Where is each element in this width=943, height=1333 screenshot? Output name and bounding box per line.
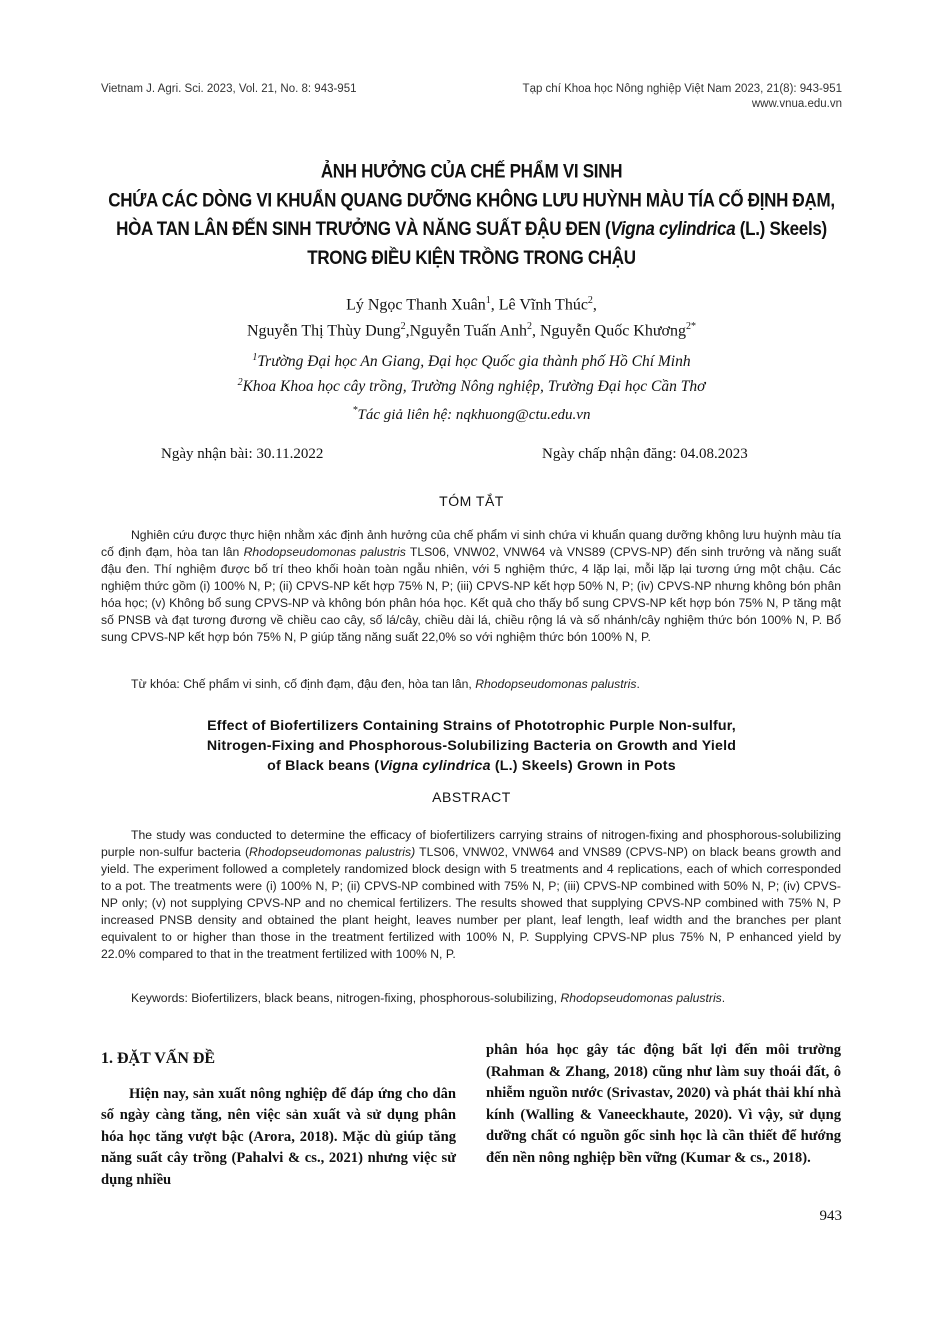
author: Nguyễn Thị Thùy Dung [247,322,401,340]
vn-abstract-body: Nghiên cứu được thực hiện nhằm xác định ảnh hưởng của chế phẩm vi sinh chứa vi khuẩn quang dưỡng không lưu huỳnh màu tía cố định đạm, hòa tan lân Rhodopseudomonas palustris TLS06, VNW02, VNW64 và VNS89 (CPVS-NP) đến sinh trưởng và năng suất đậu đen. Thí nghiệm được bố trí theo khối hoàn toàn ngẫu nhiên, với 5 nghiệm thức, 4 lặp lại, mỗi lặp lại tương ứng một chậu. Các nghiệm thức gồm (i) 100% N, P; (ii) CPVS-NP kết hợp 75% N, P; (iii) CPVS-NP kết hợp 50% N, P; (iv) CPVS-NP nhưng không bón phân hóa học; (v) Không bổ sung CPVS-NP và không bón phân hóa học. Kết quả cho thấy bổ sung CPVS-NP kết hợp bón 75% N, P tăng mật số PNSB và đạt tương đương về chiều cao cây, số lá/cây, chiều dài lá, chiều rộng lá và số nhánh/cây nghiệm thức bón 100% N, P. Bổ sung CPVS-NP kết hợp bón 75% N, P giúp tăng năng suất 22,0% so với nghiệm thức bón 100% N, P. [101,528,841,644]
en-abstract-body: The study was conducted to determine the efficacy of biofertilizers carrying strains of nitrogen-fixing and phosphorous-solubilizing purple non-sulfur bacteria (Rhodopseudomonas palustris) TLS06, VNW02, VNW64 and VNS89 (CPVS-NP) on black beans growth and yield. The experiment followed a completely randomized block design with 5 treatments and 4 replications, each of which corresponded to a pot. The treatments were (i) 100% N, P; (ii) CPVS-NP combined with 75% N, P; (iii) CPVS-NP combined with 50% N, P; (iv) CPVS-NP only; (v) not supplying CPVS-NP and no chemical fertilizers. The results showed that supplying CPVS-NP combined with 75% N, P increased PNSB density and obtained the plant height, leaves number per plant, leaf length, leaf width and the branches per plant equivalent to or higher than those in the treatment fertilized with 100% N, P. Supplying CPVS-NP plus 75% N, P enhanced yield by 22.0% compared to that in the treatment fertilized with 100% N, P. [101,828,841,961]
title-line: of Black beans (Vigna cylindrica (L.) Skeels) Grown in Pots [267,758,676,774]
intro-paragraph: Hiện nay, sản xuất nông nghiệp để đáp ứng cho dân số ngày càng tăng, nên việc sản xuất và sử dụng phân hóa học tăng vượt bậc (Arora, 2018). Mặc dù giúp tăng năng suất cây trồng (Pahalvi & cs., 2021) nhưng việc sử dụng nhiều [101,1085,456,1188]
title-line: HÒA TAN LÂN ĐẾN SINH TRƯỞNG VÀ NĂNG SUẤT ĐẬU ĐEN (Vigna cylindrica (L.) Skeels) [116,217,827,240]
received-date: Ngày nhận bài: 30.11.2022 [161,446,324,462]
vn-keywords: Từ khóa: Chế phẩm vi sinh, cố định đạm, đậu đen, hòa tan lân, Rhodopseudomonas palustris. [131,677,640,691]
species-name: Rhodopseudomonas palustris) [249,845,416,859]
species-name: Rhodopseudomonas palustris [243,545,406,559]
en-abstract-heading: ABSTRACT [432,789,511,805]
title-line: Nitrogen-Fixing and Phosphorous-Solubilizing Bacteria on Growth and Yield [206,738,737,754]
intro-paragraph: phân hóa học gây tác động bất lợi đến môi trường (Rahman & Zhang, 2018) cũng như làm suy thoái đất, ô nhiễm nguồn nước (Srivastav, 2020) và phát thải khí nhà kính (Walling & Vaneeckhaute, 2020). Vì vậy, sử dụng dưỡng chất có nguồn gốc sinh học là cần thiết để hướng đến nền nông nghiệp bền vững (Kumar & cs., 2018). [486,1042,841,1166]
vn-abstract-heading: TÓM TẮT [439,493,504,509]
journal-header-vn [523,82,842,112]
title-line: ẢNH HƯỞNG CỦA CHẾ PHẨM VI SINH [320,160,623,183]
title-line: TRONG ĐIỀU KIỆN TRỒNG TRONG CHẬU [307,246,636,269]
english-title [90,716,853,776]
vietnamese-title [90,157,853,272]
affiliations [90,347,853,397]
species-name: Vigna cylindrica [379,758,491,774]
en-keywords: Keywords: Biofertilizers, black beans, nitrogen-fixing, phosphorous-solubilizing, Rhodopseudomonas palustris. [131,991,726,1005]
page-number: 943 [819,1208,842,1224]
journal-header-en: Vietnam J. Agri. Sci. 2023, Vol. 21, No. 8: 943-951 [101,83,357,95]
species-name: Vigna cylindrica [610,217,736,240]
intro-right-column [486,1040,841,1169]
author: Nguyễn Quốc Khương [539,322,686,340]
affiliation: $^2$Khoa Khoa học cây trồng, Trường Nông nghiệp, Trường Đại học Cần Thơ [237,377,706,396]
affiliation: $^1$Trường Đại học An Giang, Đại học Quốc gia thành phố Hồ Chí Minh [252,352,691,371]
species-name: Rhodopseudomonas palustris [475,677,637,691]
author: Lê Vĩnh Thúc [498,296,588,314]
author: Nguyễn Tuấn Anh [409,322,527,340]
journal-header-vn-line: Tạp chí Khoa học Nông nghiệp Việt Nam 2023, 21(8): 943-951 [522,83,842,95]
title-line: CHỨA CÁC DÒNG VI KHUẨN QUANG DƯỠNG KHÔNG LƯU HUỲNH MÀU TÍA CỐ ĐỊNH ĐẠM, [108,189,835,212]
intro-left-column [101,1040,456,1191]
accepted-date: Ngày chấp nhận đăng: 04.08.2023 [542,446,748,462]
species-name: Rhodopseudomonas palustris [560,991,722,1005]
title-line: Effect of Biofertilizers Containing Strains of Phototrophic Purple Non-sulfur, [207,718,736,734]
corresponding-author: *Tác giả liên hệ: nqkhuong@ctu.edu.vn [352,405,591,423]
author-list: Lý Ngọc Thanh Xuân$^1$, Lê Vĩnh Thúc$^2$, Nguyễn Thị Thùy Dung$^2$,Nguyễn Tuấn Anh$^2$, Nguyễn Quốc Khương$^{2*}$ [247,295,696,340]
journal-website: www.vnua.edu.vn [751,98,842,110]
section-heading: 1. ĐẶT VẤN ĐỀ [101,1050,216,1067]
author: Lý Ngọc Thanh Xuân [346,296,486,314]
